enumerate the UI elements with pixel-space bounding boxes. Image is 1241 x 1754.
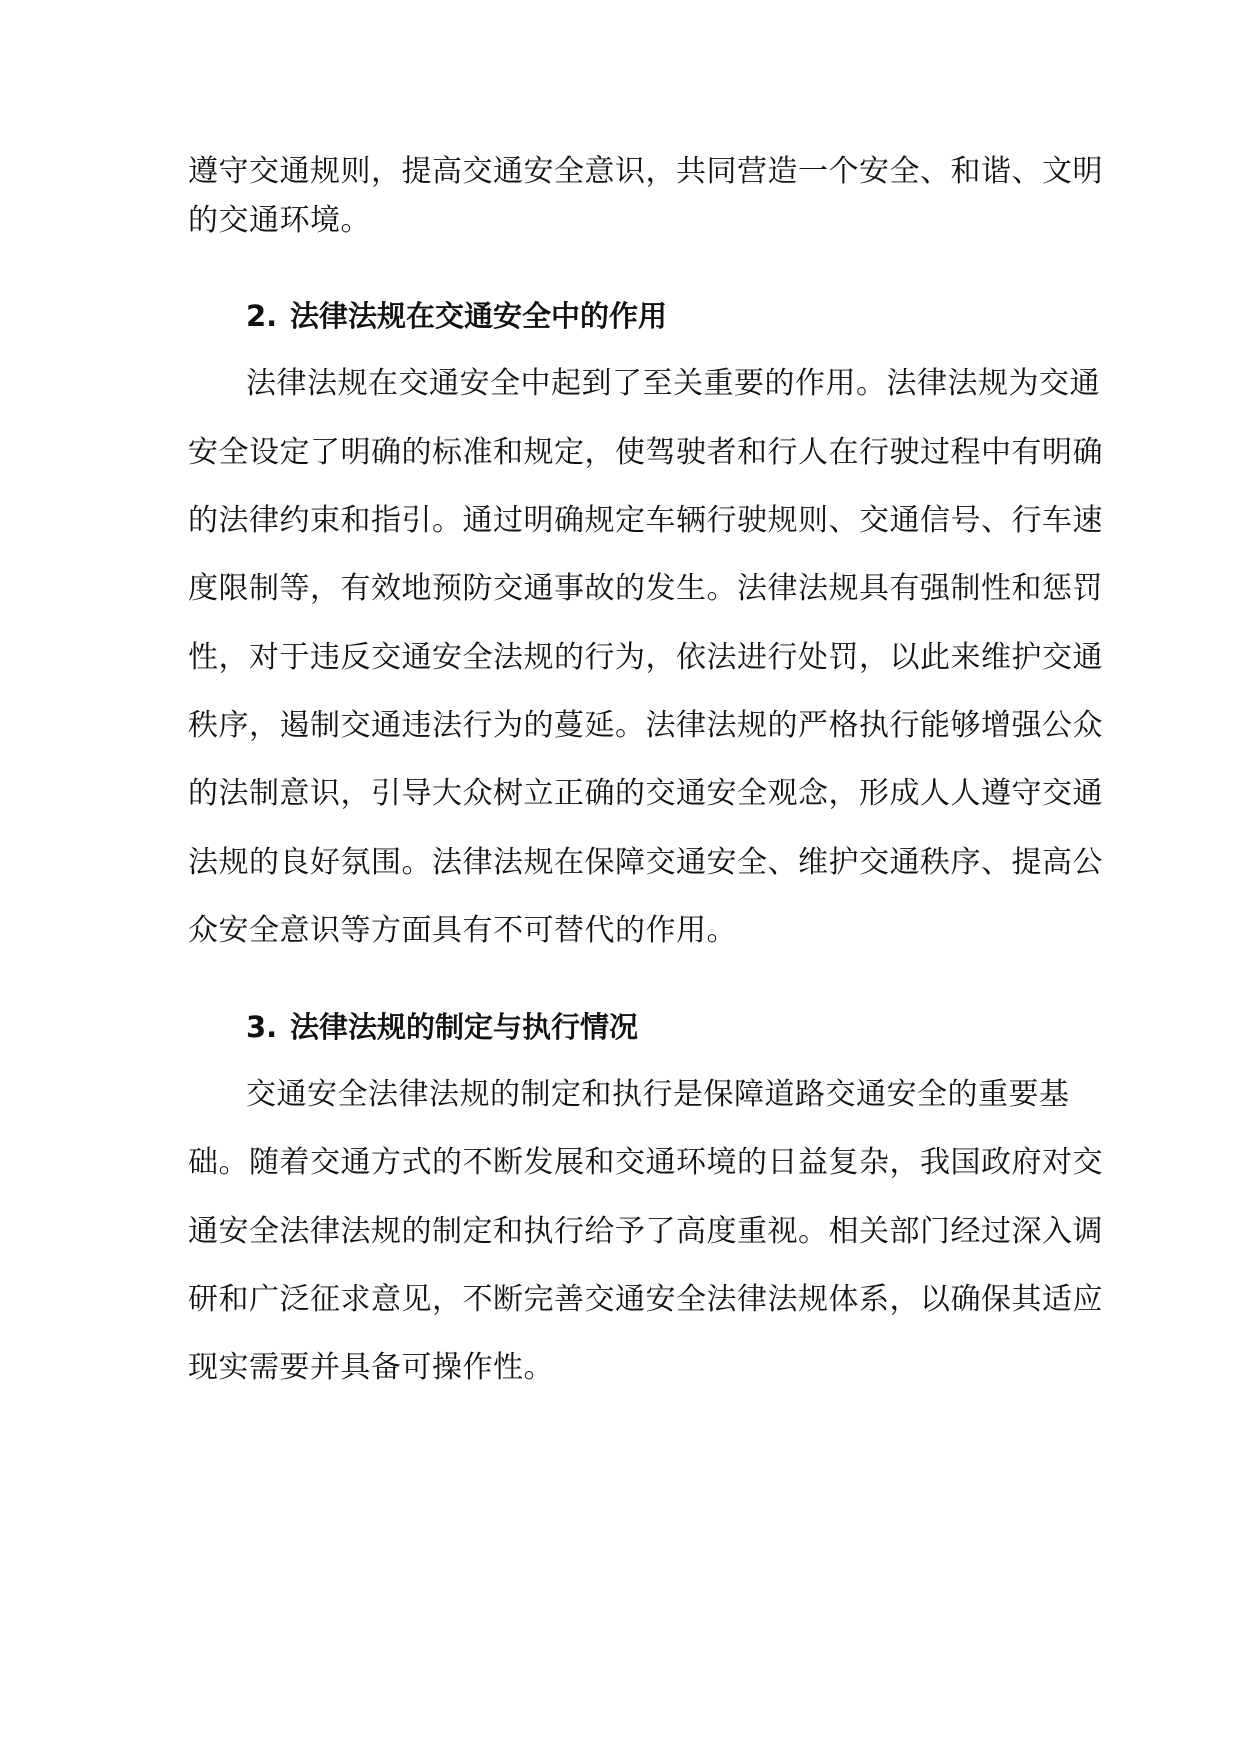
section-heading: [246, 296, 667, 336]
paragraph-line: 的交通环境。: [188, 203, 371, 238]
section-number: 3.: [246, 1010, 278, 1044]
paragraph-line: 础。随着交通方式的不断发展和交通环境的日益复杂，我国政府对交: [188, 1145, 1103, 1180]
section-title: 法律法规的制定与执行情况: [290, 1010, 639, 1044]
section-title: 法律法规在交通安全中的作用: [290, 299, 668, 333]
paragraph-line: 秩序，遏制交通违法行为的蔓延。法律法规的严格执行能够增强公众: [188, 708, 1103, 743]
paragraph-line: 性，对于违反交通安全法规的行为，依法进行处罚，以此来维护交通: [188, 640, 1103, 675]
paragraph-line: 法规的良好氛围。法律法规在保障交通安全、维护交通秩序、提高公: [188, 845, 1103, 880]
paragraph-line: 交通安全法律法规的制定和执行是保障道路交通安全的重要基: [246, 1077, 1070, 1112]
paragraph-line: 遵守交通规则，提高交通安全意识，共同营造一个安全、和谐、文明: [188, 154, 1103, 189]
paragraph-line: 度限制等，有效地预防交通事故的发生。法律法规具有强制性和惩罚: [188, 571, 1103, 606]
paragraph-line: 安全设定了明确的标准和规定，使驾驶者和行人在行驶过程中有明确: [188, 435, 1103, 470]
paragraph-line: 通安全法律法规的制定和执行给予了高度重视。相关部门经过深入调: [188, 1214, 1103, 1249]
paragraph-line: 的法制意识，引导大众树立正确的交通安全观念，形成人人遵守交通: [188, 776, 1103, 811]
paragraph-line: 现实需要并具备可操作性。: [188, 1350, 554, 1385]
section-heading: [246, 1007, 638, 1047]
paragraph-line: 法律法规在交通安全中起到了至关重要的作用。法律法规为交通: [246, 366, 1100, 401]
paragraph-line: 众安全意识等方面具有不可替代的作用。: [188, 913, 737, 948]
section-number: 2.: [246, 299, 278, 333]
paragraph-line: 研和广泛征求意见，不断完善交通安全法律法规体系，以确保其适应: [188, 1282, 1103, 1317]
paragraph-line: 的法律约束和指引。通过明确规定车辆行驶规则、交通信号、行车速: [188, 503, 1103, 538]
